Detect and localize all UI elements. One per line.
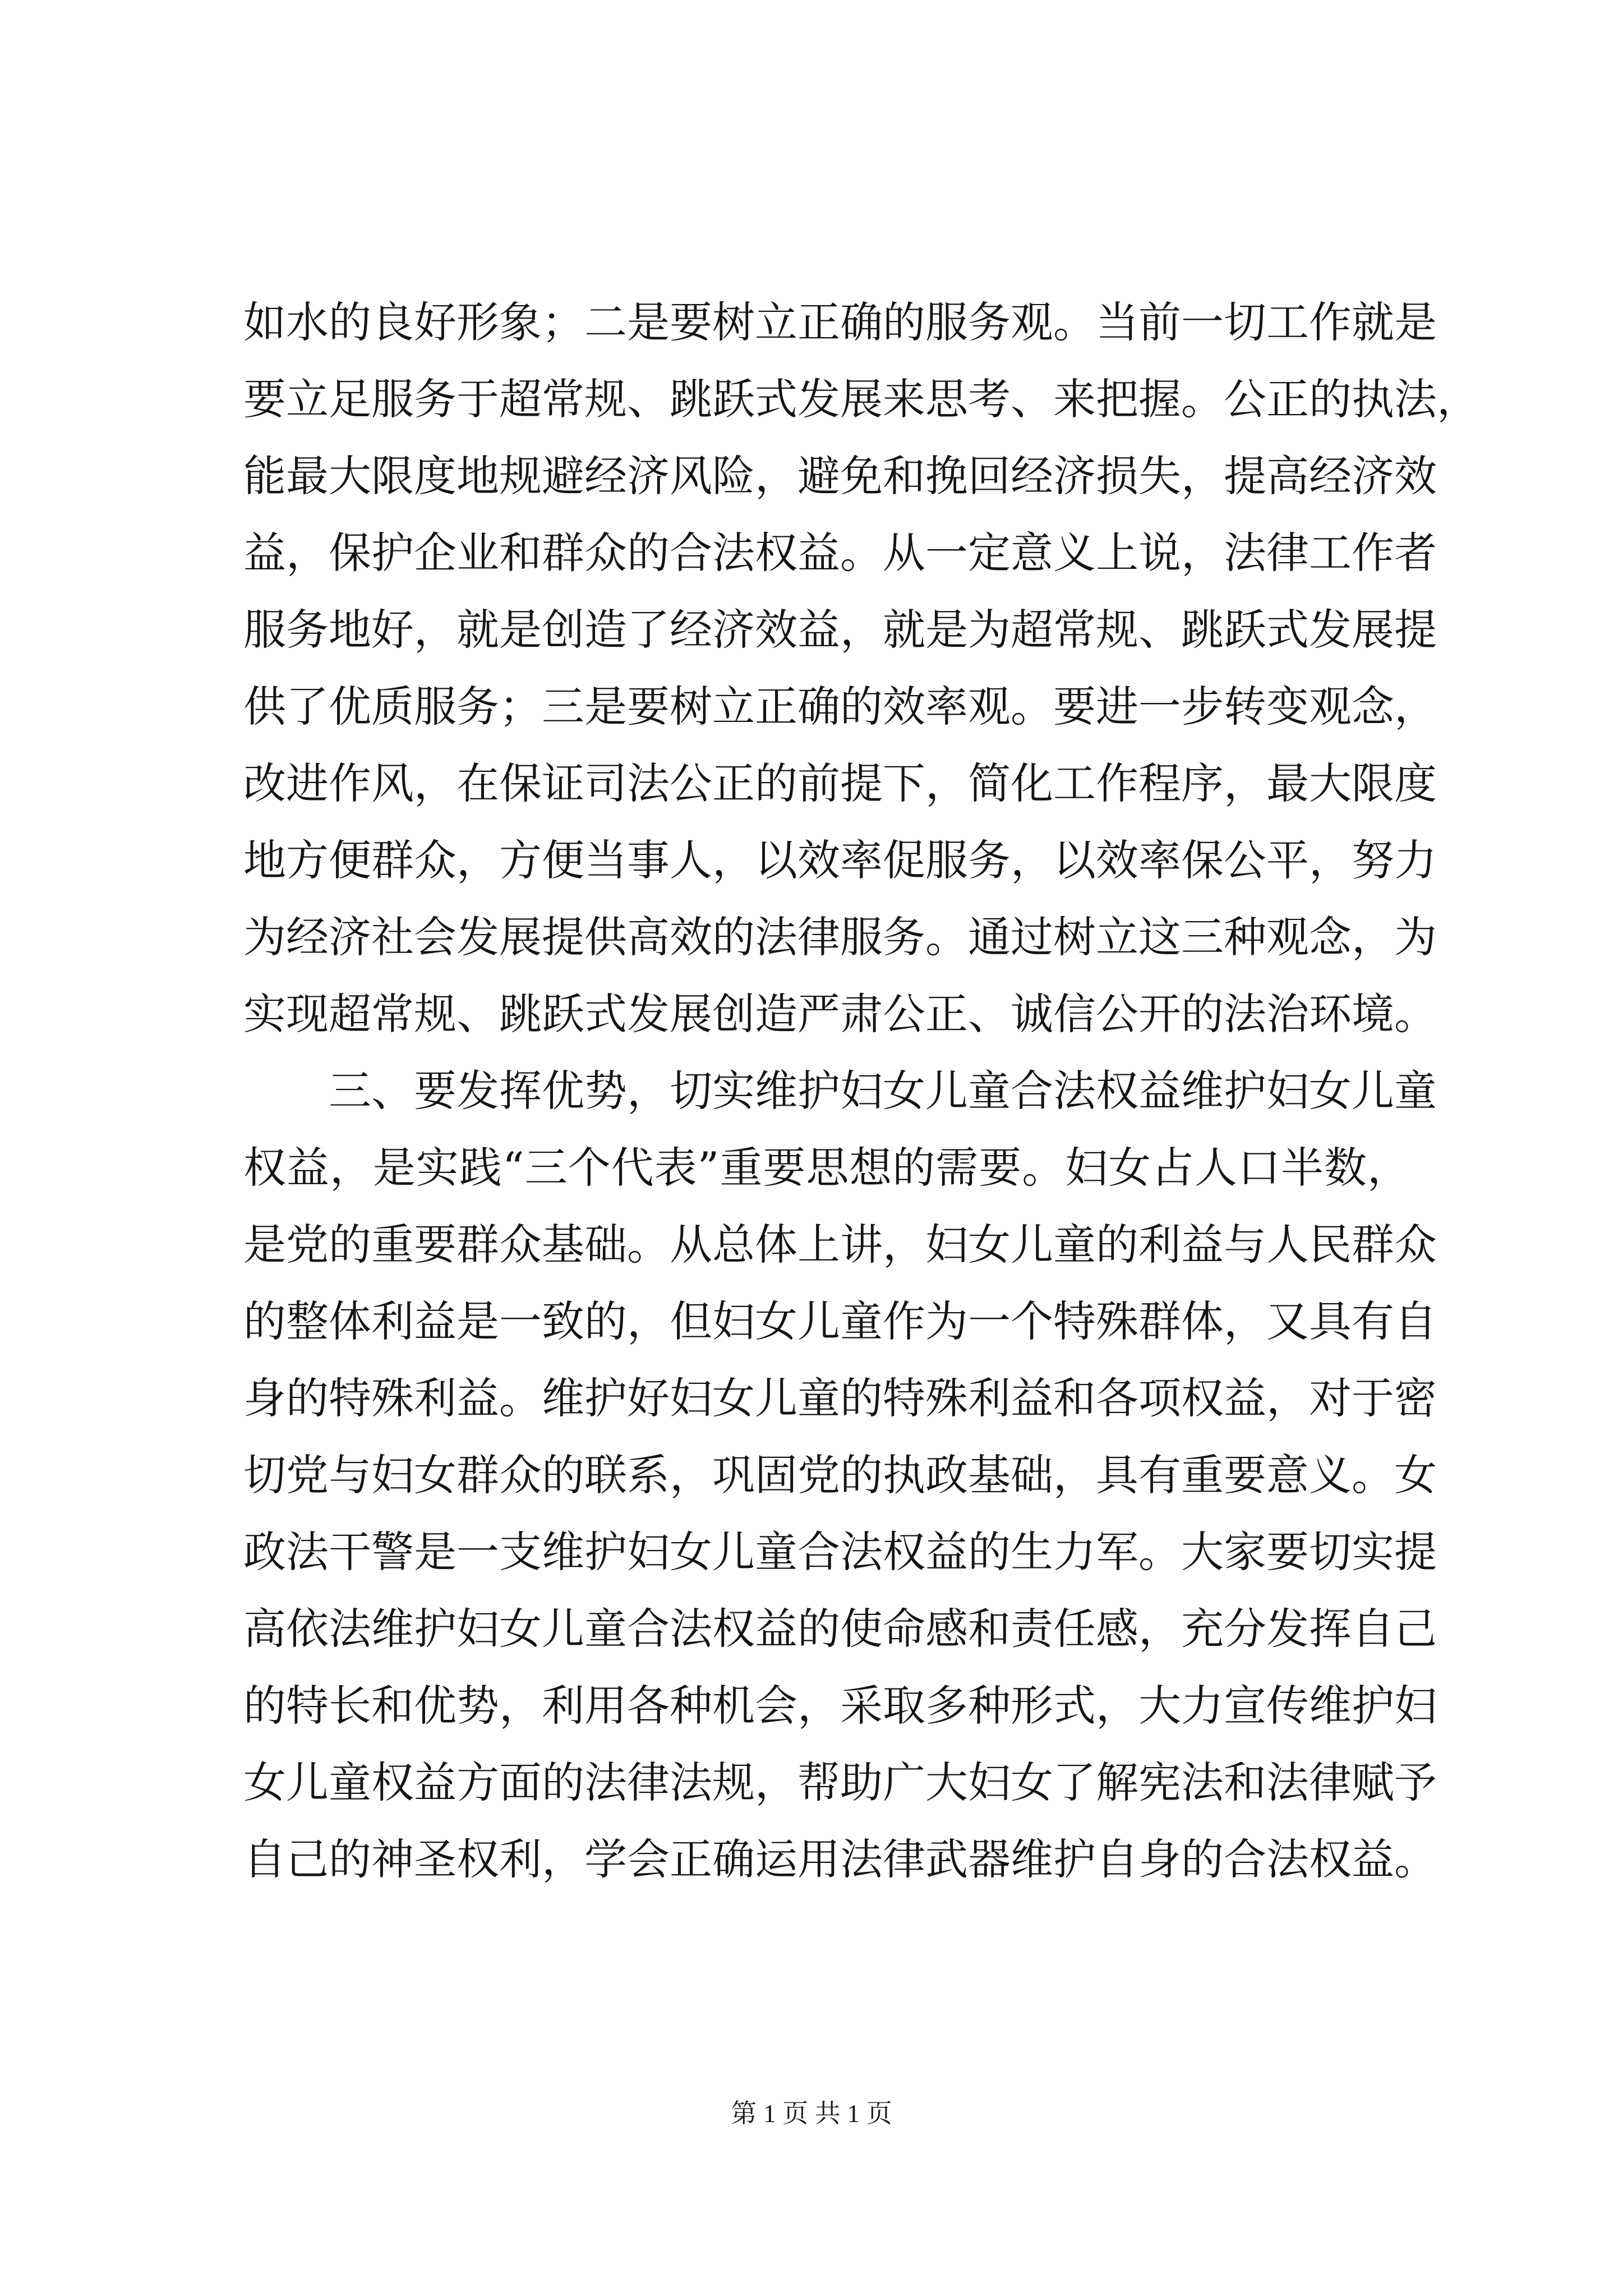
- text-line: 如水的良好形象；二是要树立正确的服务观。当前一切工作就是: [243, 297, 1437, 347]
- text-line: 是党的重要群众基础。从总体上讲，妇女儿童的利益与人民群众: [243, 1220, 1437, 1269]
- text-line: 权益，是实践“三个代表”重要思想的需要。妇女占人口半数，: [243, 1143, 1410, 1193]
- text-line: 能最大限度地规避经济风险，避免和挽回经济损失，提高经济效: [243, 451, 1437, 501]
- text-line: 为经济社会发展提供高效的法律服务。通过树立这三种观念，为: [243, 912, 1437, 962]
- text-line: 自己的神圣权利，学会正确运用法律武器维护自身的合法权益。: [243, 1834, 1437, 1884]
- text-line: 实现超常规、跳跃式发展创造严肃公正、诚信公开的法治环境。: [243, 989, 1437, 1039]
- text-line: 益，保护企业和群众的合法权益。从一定意义上说，法律工作者: [243, 528, 1437, 578]
- text-line: 要立足服务于超常规、跳跃式发展来思考、来把握。公正的执法，: [243, 374, 1479, 424]
- text-line: 切党与妇女群众的联系，巩固党的执政基础，具有重要意义。女: [243, 1450, 1437, 1500]
- page-number-footer: 第 1 页 共 1 页: [731, 2099, 892, 2128]
- text-line: 供了优质服务；三是要树立正确的效率观。要进一步转变观念，: [243, 682, 1437, 731]
- text-line: 服务地好，就是创造了经济效益，就是为超常规、跳跃式发展提: [243, 605, 1437, 655]
- text-line: 高依法维护妇女儿童合法权益的使命感和责任感，充分发挥自己: [243, 1604, 1437, 1654]
- text-line: 的整体利益是一致的，但妇女儿童作为一个特殊群体，又具有自: [243, 1296, 1437, 1346]
- text-line: 女儿童权益方面的法律法规，帮助广大妇女了解宪法和法律赋予: [243, 1757, 1437, 1807]
- text-line: 的特长和优势，利用各种机会，采取多种形式，大力宣传维护妇: [243, 1681, 1437, 1731]
- text-line: 政法干警是一支维护妇女儿童合法权益的生力军。大家要切实提: [243, 1527, 1437, 1577]
- text-line: 改进作风，在保证司法公正的前提下，简化工作程序，最大限度: [243, 758, 1437, 808]
- text-line: 身的特殊利益。维护好妇女儿童的特殊利益和各项权益，对于密: [243, 1373, 1437, 1423]
- paragraph-first-line: 三、要发挥优势，切实维护妇女儿童合法权益维护妇女儿童: [329, 1066, 1437, 1116]
- text-line: 地方便群众，方便当事人，以效率促服务，以效率保公平，努力: [243, 835, 1437, 885]
